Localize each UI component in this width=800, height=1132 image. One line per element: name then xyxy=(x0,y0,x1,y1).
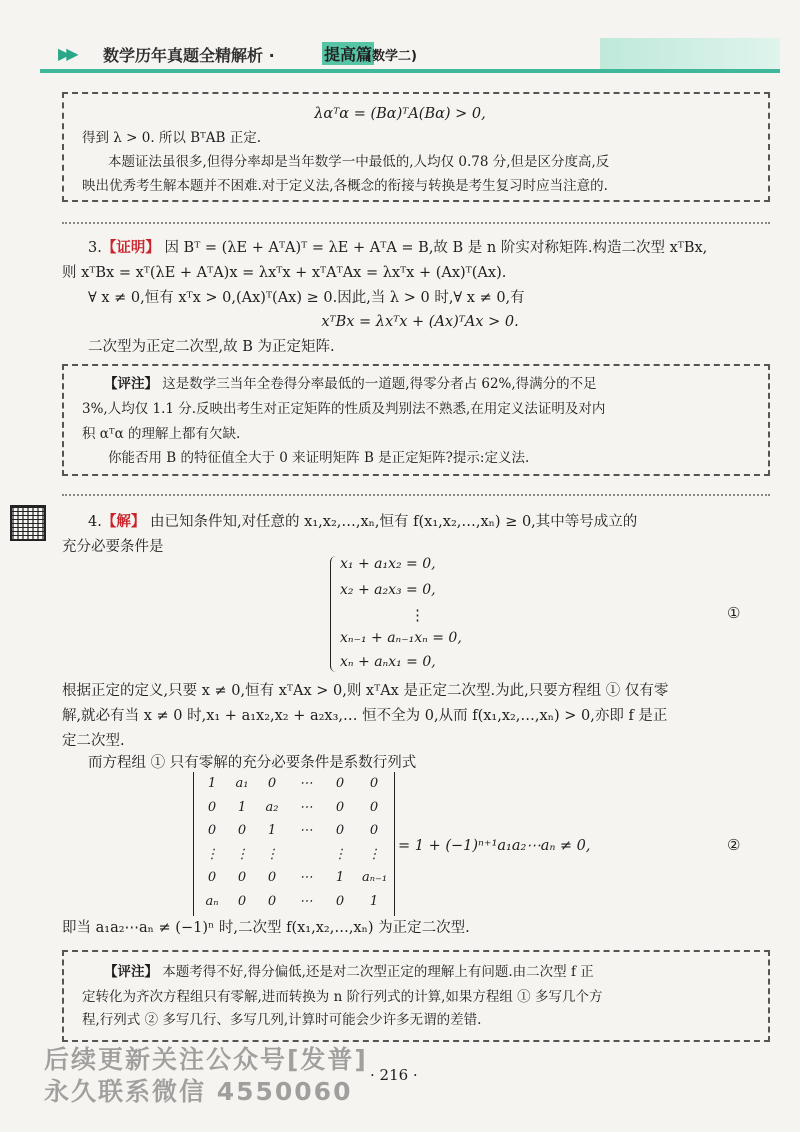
determinant-cell: 0 xyxy=(369,823,379,838)
box2-line1 xyxy=(104,374,597,394)
determinant-cell: ⋮ xyxy=(235,846,249,862)
determinant-cell: ⋯ xyxy=(299,870,313,885)
determinant-cell: 0 xyxy=(267,893,277,909)
q3-line1-text: 因 Bᵀ = (λE + AᵀA)ᵀ = λE + AᵀA = B,故 B 是 n 阶实对称矩阵.构造二次型 xᵀBx, xyxy=(164,240,708,256)
determinant-cell: aₙ₋₁ xyxy=(362,870,388,885)
q3-number: 3. xyxy=(88,240,102,256)
left-brace xyxy=(330,556,337,672)
determinant-cell: ⋯ xyxy=(299,823,313,838)
q3-line3: ∀ x ≠ 0,恒有 xᵀx > 0,(Ax)ᵀ(Ax) ≥ 0.因此,当 λ > 0 时,∀ x ≠ 0,有 xyxy=(88,290,525,306)
determinant-cell: ⋯ xyxy=(299,893,313,909)
box3-line1 xyxy=(104,962,594,982)
section-separator xyxy=(62,494,770,496)
q3-proof-tag: 【证明】 xyxy=(101,240,160,256)
determinant-cell: 0 xyxy=(207,799,217,815)
q4-line4: 解,就必有当 x ≠ 0 时,x₁ + a₁x₂,x₂ + a₂x₃,… 恒不全为 0,从而 f(x₁,x₂,…,xₙ) > 0,亦即 f 是正 xyxy=(62,708,668,724)
equation-system xyxy=(330,556,530,674)
book-part-highlight: 提高篇 xyxy=(322,42,374,65)
q4-line1 xyxy=(88,512,637,532)
q4-solution-tag: 【解】 xyxy=(101,514,146,530)
determinant-cell: ⋮ xyxy=(367,846,381,862)
determinant-cell: 1 xyxy=(369,893,379,909)
box1-line2: 本题证法虽很多,但得分率却是当年数学一中最低的,人均仅 0.78 分,但是区分度高,反 xyxy=(108,154,610,170)
q4-line7: 即当 a₁a₂⋯aₙ ≠ (−1)ⁿ 时,二次型 f(x₁,x₂,…,xₙ) 为正定二次型. xyxy=(62,920,470,936)
determinant-cell: 0 xyxy=(237,823,247,838)
page-header xyxy=(0,38,800,76)
box3-comment-tag: 【评注】 xyxy=(104,964,158,980)
system-eq-1: x₁ + a₁x₂ = 0, xyxy=(340,556,436,572)
system-eq-2: x₂ + a₂x₃ = 0, xyxy=(340,582,436,598)
equation-number-2: ② xyxy=(727,836,741,854)
q4-line2: 充分必要条件是 xyxy=(62,539,164,555)
box1-line3: 映出优秀考生解本题并不困难.对于定义法,各概念的衔接与转换是考生复习时应当注意的. xyxy=(82,178,608,194)
qr-code-icon xyxy=(10,505,46,541)
determinant-cell: ⋮ xyxy=(265,846,279,862)
q3-line2: 则 xᵀBx = xᵀ(λE + AᵀA)x = λxᵀx + xᵀAᵀAx = λxᵀx + (Ax)ᵀ(Ax). xyxy=(62,265,507,281)
q3-formula: xᵀBx = λxᵀx + (Ax)ᵀAx > 0. xyxy=(321,314,519,330)
box2-line3: 积 αᵀα 的理解上都有欠缺. xyxy=(82,426,241,442)
determinant-cell: 0 xyxy=(369,799,379,815)
box2-line4: 你能否用 B 的特征值全大于 0 来证明矩阵 B 是正定矩阵?提示:定义法. xyxy=(108,450,530,466)
q3-line4: 二次型为正定二次型,故 B 为正定矩阵. xyxy=(88,339,335,355)
determinant-cell: 0 xyxy=(335,823,345,838)
q4-line3: 根据正定的定义,只要 x ≠ 0,恒有 xᵀAx > 0,则 xᵀAx 是正定二次型.为此,只要方程组 ① 仅有零 xyxy=(62,683,669,699)
q4-line1-text: 由已知条件知,对任意的 x₁,x₂,…,xₙ,恒有 f(x₁,x₂,…,xₙ) ≥ 0,其中等号成立的 xyxy=(149,514,638,530)
determinant-cell: 0 xyxy=(267,776,277,791)
double-arrow-icon: ▶▶ xyxy=(58,44,75,63)
determinant-cell: 0 xyxy=(335,893,345,909)
watermark-line-2: 永久联系微信 4550060 xyxy=(44,1077,353,1106)
determinant-cell: 1 xyxy=(335,870,345,885)
determinant-cell: ⋮ xyxy=(205,846,219,862)
determinant-cell: 0 xyxy=(267,870,277,885)
book-subtitle: (数学二) xyxy=(366,49,417,64)
system-eq-n: xₙ + aₙx₁ = 0, xyxy=(340,654,436,670)
box2-comment-tag: 【评注】 xyxy=(104,376,158,392)
determinant-cell: 1 xyxy=(207,776,217,791)
box1-line1: 得到 λ > 0. 所以 BᵀAB 正定. xyxy=(82,130,262,146)
header-tab-decoration xyxy=(600,38,780,69)
determinant-cell: 1 xyxy=(267,823,277,838)
determinant-cell: 0 xyxy=(237,870,247,885)
system-eq-n-1: xₙ₋₁ + aₙ₋₁xₙ = 0, xyxy=(340,630,462,646)
watermark-line-1: 后续更新关注公众号[发普] xyxy=(44,1045,368,1074)
determinant-cell: aₙ xyxy=(205,893,219,909)
equation-number-1: ① xyxy=(727,604,741,622)
determinant-cell: 0 xyxy=(207,870,217,885)
section-separator xyxy=(62,222,770,224)
determinant-cell: 1 xyxy=(237,799,247,815)
determinant-cell: a₂ xyxy=(265,799,279,815)
page-number: · 216 · xyxy=(370,1066,418,1084)
determinant-cell: ⋮ xyxy=(333,846,347,862)
determinant-cell: 0 xyxy=(335,776,345,791)
determinant-cell: a₁ xyxy=(235,776,249,791)
header-rule xyxy=(40,69,780,73)
determinant-cell: ⋯ xyxy=(299,799,313,815)
box3-line1-text: 本题考得不好,得分偏低,还是对二次型正定的理解上有问题.由二次型 f 正 xyxy=(162,964,594,980)
book-title: 数学历年真题全精解析 · xyxy=(103,46,275,65)
determinant-cell: ⋯ xyxy=(299,776,313,791)
box2-line2: 3%,人均仅 1.1 分.反映出考生对正定矩阵的性质及判别法不熟悉,在用定义法证明及对内 xyxy=(82,401,606,417)
box2-line1-text: 这是数学三当年全卷得分率最低的一道题,得零分者占 62%,得满分的不足 xyxy=(162,376,597,392)
determinant-cell: 0 xyxy=(335,799,345,815)
q3-line1 xyxy=(88,238,707,258)
determinant-cell: 0 xyxy=(369,776,379,791)
box1-formula: λαᵀα = (Bα)ᵀA(Bα) > 0, xyxy=(314,106,486,122)
q4-number: 4. xyxy=(88,514,102,530)
determinant-rhs: = 1 + (−1)ⁿ⁺¹a₁a₂⋯aₙ ≠ 0, xyxy=(398,838,591,854)
coefficient-determinant xyxy=(193,772,395,916)
q4-line6: 而方程组 ① 只有零解的充分必要条件是系数行列式 xyxy=(88,755,417,771)
box3-line2: 定转化为齐次方程组只有零解,进而转换为 n 阶行列式的计算,如果方程组 ① 多写几个方 xyxy=(82,989,603,1005)
determinant-cell: 0 xyxy=(207,823,217,838)
determinant-cell: 0 xyxy=(237,893,247,909)
q4-line5: 定二次型. xyxy=(62,733,125,749)
system-vdots: ⋮ xyxy=(410,606,425,624)
box3-line3: 程,行列式 ② 多写几行、多写几列,计算时可能会少许多无谓的差错. xyxy=(82,1012,482,1028)
